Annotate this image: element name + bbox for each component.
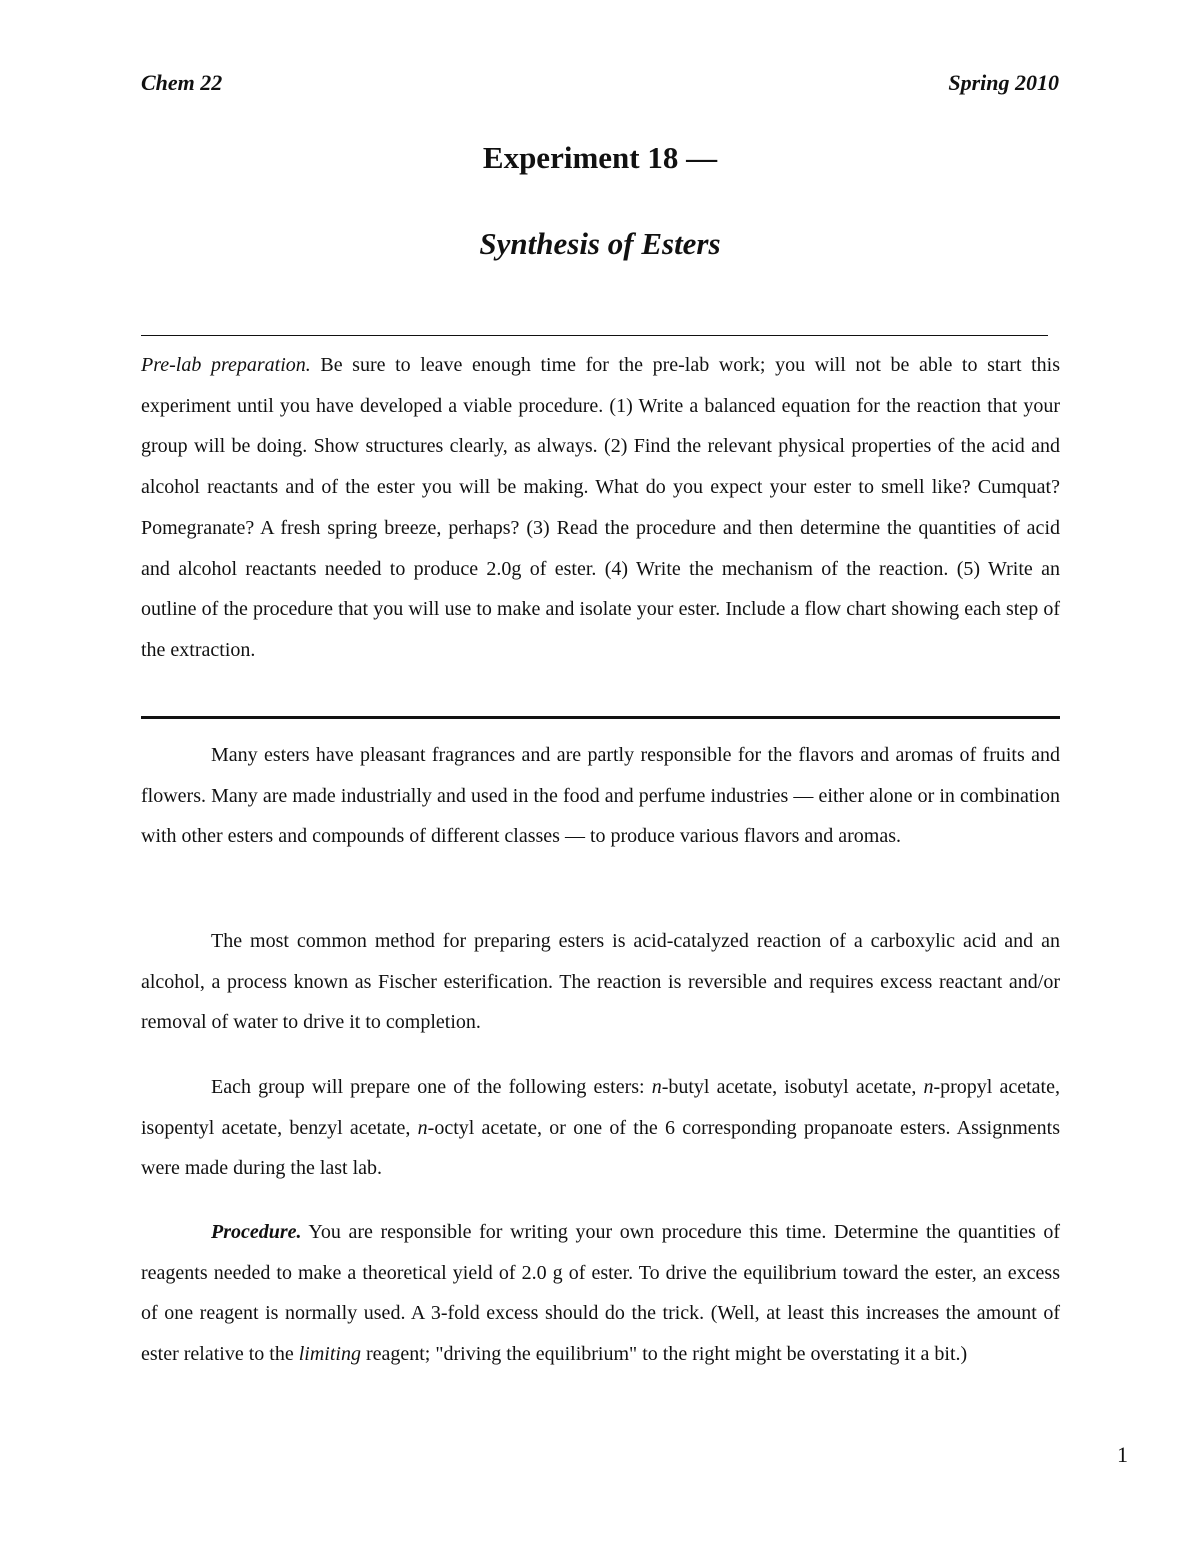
page-number: 1 (1117, 1442, 1128, 1467)
n-prefix-1: n (651, 1076, 662, 1098)
prelab-bottom-divider (141, 716, 1060, 719)
term-header: Spring 2010 (948, 70, 1059, 95)
experiment-subtitle: Synthesis of Esters (479, 226, 721, 261)
intro-paragraph: Many esters have pleasant fragrances and are partly responsible for the flavors and aromas of fruits and flowers. Many are made industrially and used in the food and perfume industries — either alone or in combination with other esters and compounds of different classes — to produce various flavors and aromas. (141, 744, 1060, 848)
assignment-paragraph (141, 1067, 1060, 1189)
prelab-paragraph (141, 345, 1060, 671)
assignment-text-b: -butyl acetate, isobutyl acetate, (661, 1076, 924, 1098)
prelab-text: Be sure to leave enough time for the pre-lab work; you will not be able to start this experiment until you have developed a viable procedure. (1) Write a balanced equation for the reaction that your group will be doing. Show structures clearly, as always. (2) Find the relevant physical properties of the acid and alcohol reactants and of the ester you will be making. What do you expect your ester to smell like? Cumquat? Pomegranate? A fresh spring breeze, perhaps? (3) Read the procedure and then determine the quantities of acid and alcohol reactants needed to produce 2.0g of ester. (4) Write the mechanism of the reaction. (5) Write an outline of the procedure that you will use to make and isolate your ester. Include a flow chart showing each step of the extraction. (141, 354, 1060, 661)
assignment-text-a: Each group will prepare one of the following esters: (211, 1076, 652, 1098)
assignment-text-c: -propyl acetate, isopentyl acetate, benzyl acetate, (141, 1076, 1060, 1139)
top-divider (141, 335, 1048, 336)
n-prefix-2: n (923, 1076, 934, 1098)
procedure-text-b: reagent; "driving the equilibrium" to the right might be overstating it a bit.) (360, 1343, 968, 1366)
procedure-label: Procedure. (211, 1221, 302, 1243)
fischer-paragraph: The most common method for preparing esters is acid-catalyzed reaction of a carboxylic acid and an alcohol, a process known as Fischer esterification. The reaction is reversible and requires excess reactant and/or removal of water to drive it to completion. (141, 930, 1060, 1034)
prelab-label: Pre-lab preparation. (141, 354, 311, 376)
procedure-text-a: You are responsible for writing your own procedure this time. Determine the quantities of reagents needed to make a theoretical yield of 2.0 g of ester. To drive the equilibrium toward the ester, an excess of one reagent is normally used. A 3-fold excess should do the trick. (Well, at least this increases the amount of ester relative to the (141, 1221, 1060, 1366)
procedure-paragraph (141, 1212, 1060, 1375)
assignment-text-d: -octyl acetate, or one of the 6 corresponding propanoate esters. Assignments were made during the last lab. (141, 1116, 1060, 1180)
n-prefix-3: n (417, 1116, 428, 1139)
limiting-word: limiting (298, 1343, 361, 1366)
experiment-title: Experiment 18 — (482, 140, 718, 175)
course-header: Chem 22 (141, 70, 223, 95)
